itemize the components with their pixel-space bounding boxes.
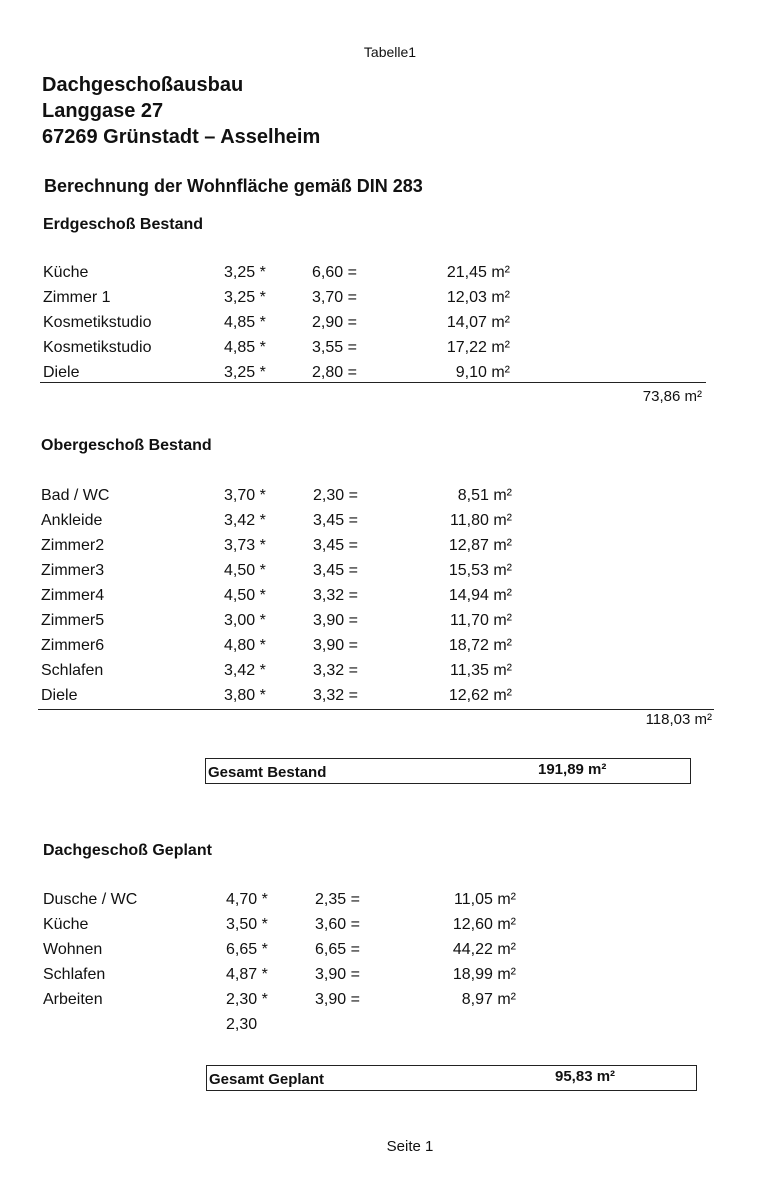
room-length: 6,65 = xyxy=(315,941,360,958)
room-name: Zimmer3 xyxy=(41,562,105,579)
table-row xyxy=(0,339,780,364)
room-area: 11,70 m² xyxy=(450,612,512,629)
room-width: 4,50 * xyxy=(224,587,266,604)
total-bestand-box xyxy=(205,758,691,784)
room-width: 4,85 * xyxy=(224,339,266,356)
table-row xyxy=(0,637,780,662)
total-geplant-value: 95,83 m² xyxy=(555,1068,616,1085)
room-width: 3,25 * xyxy=(224,364,266,381)
table-row xyxy=(0,941,780,966)
page-footer: Seite 1 xyxy=(386,1138,434,1155)
table-row xyxy=(0,662,780,687)
total-geplant-box xyxy=(206,1065,697,1091)
room-width: 3,00 * xyxy=(224,612,266,629)
room-name: Zimmer4 xyxy=(41,587,105,604)
room-area: 11,80 m² xyxy=(450,512,512,529)
subtotal-erdgeschoss: 73,86 m² xyxy=(642,388,702,405)
table-row xyxy=(0,537,780,562)
room-name: Zimmer6 xyxy=(41,637,105,654)
room-area: 18,99 m² xyxy=(452,966,516,983)
total-bestand-label: Gesamt Bestand xyxy=(208,764,327,781)
room-area: 14,94 m² xyxy=(448,587,512,604)
table-row xyxy=(0,612,780,637)
subtotal-obergeschoss: 118,03 m² xyxy=(645,711,712,728)
room-name: Zimmer5 xyxy=(41,612,105,629)
room-length: 2,90 = xyxy=(312,314,357,331)
room-width: 6,65 * xyxy=(226,941,268,958)
table-row xyxy=(0,512,780,537)
room-area: 11,05 m² xyxy=(454,891,516,908)
room-area: 12,03 m² xyxy=(446,289,510,306)
project-street: Langgase 27 xyxy=(42,100,164,122)
room-area: 15,53 m² xyxy=(448,562,512,579)
room-width: 3,25 * xyxy=(224,289,266,306)
room-area: 12,62 m² xyxy=(448,687,512,704)
room-name: Kosmetikstudio xyxy=(43,339,152,356)
room-name: Arbeiten xyxy=(43,991,103,1008)
room-name: Dusche / WC xyxy=(43,891,138,908)
table-row xyxy=(0,966,780,991)
room-length: 3,45 = xyxy=(313,537,358,554)
room-width: 3,42 * xyxy=(224,512,266,529)
room-length: 3,70 = xyxy=(312,289,357,306)
room-area: 8,51 m² xyxy=(457,487,512,504)
room-width: 3,50 * xyxy=(226,916,268,933)
section-rule xyxy=(40,382,706,383)
room-length: 3,90 = xyxy=(313,637,358,654)
room-length: 3,60 = xyxy=(315,916,360,933)
room-width: 4,87 * xyxy=(226,966,268,983)
room-name: Küche xyxy=(43,264,89,281)
room-length: 2,80 = xyxy=(312,364,357,381)
room-length: 3,45 = xyxy=(313,562,358,579)
room-width: 4,80 * xyxy=(224,637,266,654)
table-row xyxy=(0,487,780,512)
room-name: Ankleide xyxy=(41,512,103,529)
table-row xyxy=(0,289,780,314)
section-title-erdgeschoss: Erdgeschoß Bestand xyxy=(43,216,204,233)
room-area: 9,10 m² xyxy=(455,364,510,381)
table-row xyxy=(0,1016,780,1041)
room-width: 3,25 * xyxy=(224,264,266,281)
room-length: 3,90 = xyxy=(313,612,358,629)
section-title-dachgeschoss: Dachgeschoß Geplant xyxy=(43,842,212,859)
room-table-erdgeschoss xyxy=(0,264,780,389)
room-name: Bad / WC xyxy=(41,487,110,504)
room-width: 3,42 * xyxy=(224,662,266,679)
total-bestand-value: 191,89 m² xyxy=(538,761,607,778)
table-row xyxy=(0,991,780,1016)
room-length: 3,32 = xyxy=(313,587,358,604)
room-width: 3,80 * xyxy=(224,687,266,704)
room-length: 2,35 = xyxy=(315,891,360,908)
room-length: 3,32 = xyxy=(313,662,358,679)
room-area: 21,45 m² xyxy=(446,264,510,281)
room-name: Zimmer2 xyxy=(41,537,105,554)
room-area: 14,07 m² xyxy=(446,314,510,331)
room-name: Diele xyxy=(43,364,80,381)
room-width: 2,30 * xyxy=(226,991,268,1008)
room-name: Diele xyxy=(41,687,78,704)
table-row xyxy=(0,891,780,916)
room-table-obergeschoss xyxy=(0,487,780,712)
room-name: Küche xyxy=(43,916,89,933)
room-width: 4,70 * xyxy=(226,891,268,908)
table-row xyxy=(0,916,780,941)
room-table-dachgeschoss xyxy=(0,891,780,1041)
room-name: Wohnen xyxy=(43,941,103,958)
room-area: 11,35 m² xyxy=(450,662,512,679)
room-length: 3,55 = xyxy=(312,339,357,356)
room-area: 12,87 m² xyxy=(448,537,512,554)
project-heading xyxy=(42,72,320,150)
project-city: 67269 Grünstadt – Asselheim xyxy=(42,126,321,148)
table-row xyxy=(0,587,780,612)
room-length: 3,90 = xyxy=(315,966,360,983)
room-name: Schlafen xyxy=(41,662,104,679)
room-area: 12,60 m² xyxy=(452,916,516,933)
room-length: 3,90 = xyxy=(315,991,360,1008)
room-length: 6,60 = xyxy=(312,264,357,281)
project-title: Dachgeschoßausbau xyxy=(42,74,244,96)
room-length: 3,32 = xyxy=(313,687,358,704)
sheet-name: Tabelle1 xyxy=(363,44,417,60)
room-name: Kosmetikstudio xyxy=(43,314,152,331)
calculation-title: Berechnung der Wohnfläche gemäß DIN 283 xyxy=(44,176,423,196)
room-area: 18,72 m² xyxy=(448,637,512,654)
section-rule xyxy=(38,709,714,710)
room-width: 4,50 * xyxy=(224,562,266,579)
room-length: 2,30 = xyxy=(313,487,358,504)
room-width: 3,73 * xyxy=(224,537,266,554)
table-row xyxy=(0,264,780,289)
table-row xyxy=(0,364,780,389)
room-area: 17,22 m² xyxy=(446,339,510,356)
room-area: 8,97 m² xyxy=(461,991,516,1008)
room-width: 3,70 * xyxy=(224,487,266,504)
total-geplant-label: Gesamt Geplant xyxy=(209,1071,325,1088)
room-name: Zimmer 1 xyxy=(43,289,111,306)
table-row xyxy=(0,562,780,587)
room-area: 44,22 m² xyxy=(452,941,516,958)
room-length: 3,45 = xyxy=(313,512,358,529)
table-row xyxy=(0,314,780,339)
room-width: 2,30 xyxy=(226,1016,258,1033)
room-width: 4,85 * xyxy=(224,314,266,331)
room-name: Schlafen xyxy=(43,966,106,983)
section-title-obergeschoss: Obergeschoß Bestand xyxy=(41,437,212,454)
